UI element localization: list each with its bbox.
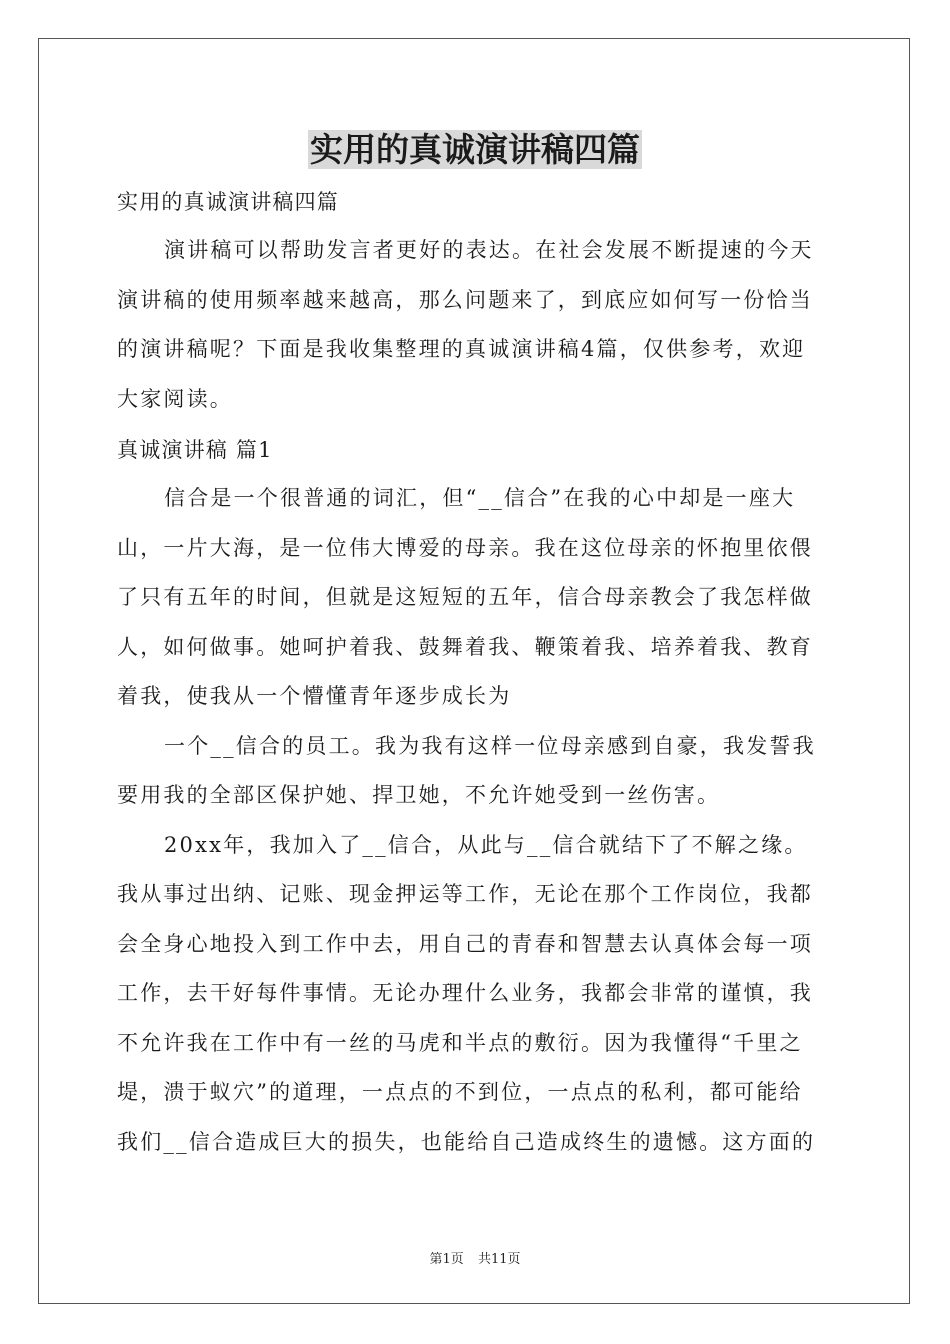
page-number: 第1页: [429, 1252, 464, 1267]
document-title: [0, 128, 950, 172]
intro-line: 演讲稿的使用频率越来越高，那么问题来了，到底应如何写一份恰当: [117, 287, 813, 312]
document-title-text: 实用的真诚演讲稿四篇: [310, 130, 640, 169]
paragraph-line: 工作，去干好每件事情。无论办理什么业务，我都会非常的谨慎，我: [117, 981, 813, 1005]
paragraph-1: [117, 474, 833, 722]
page-total: 共11页: [477, 1252, 521, 1267]
section-heading: 真诚演讲稿 篇1: [117, 438, 273, 462]
paragraph-line: 会全身心地投入到工作中去，用自己的青春和智慧去认真体会每一项: [117, 931, 813, 956]
paragraph-line: 我们__信合造成巨大的损失，也能给自己造成终生的遗憾。这方面的: [117, 1129, 816, 1154]
paragraph-line: 着我，使我从一个懵懂青年逐步成长为: [117, 684, 512, 708]
intro-line: 的演讲稿呢？下面是我收集整理的真诚演讲稿4篇，仅供参考，欢迎: [117, 337, 806, 361]
paragraph-line: 我从事过出纳、记账、现金押运等工作，无论在那个工作岗位，我都: [117, 882, 813, 906]
paragraph-line: 堤，溃于蚁穴”的道理，一点点的不到位，一点点的私利，都可能给: [117, 1080, 803, 1104]
paragraph-3: [117, 821, 833, 1168]
intro-line: 演讲稿可以帮助发言者更好的表达。在社会发展不断提速的今天: [164, 238, 814, 262]
intro-paragraph: [117, 226, 833, 424]
paragraph-line: 要用我的全部区保护她、捍卫她，不允许她受到一丝伤害。: [117, 783, 721, 807]
paragraph-line: 不允许我在工作中有一丝的马虎和半点的敷衍。因为我懂得“千里之: [117, 1030, 803, 1055]
page-footer: [0, 1248, 950, 1267]
subtitle-line: 实用的真诚演讲稿四篇: [117, 190, 339, 214]
paragraph-line: 了只有五年的时间，但就是这短短的五年，信合母亲教会了我怎样做: [117, 585, 813, 609]
paragraph-line: 信合是一个很普通的词汇，但“__信合”在我的心中却是一座大: [164, 486, 796, 510]
intro-line: 大家阅读。: [117, 386, 233, 411]
paragraph-2: [117, 722, 833, 821]
document-body: [117, 178, 833, 1167]
paragraph-line: 一个__信合的员工。我为我有这样一位母亲感到自豪，我发誓我: [164, 733, 816, 758]
paragraph-line: 人，如何做事。她呵护着我、鼓舞着我、鞭策着我、培养着我、教育: [117, 634, 813, 659]
paragraph-line: 山，一片大海，是一位伟大博爱的母亲。我在这位母亲的怀抱里依偎: [117, 535, 813, 560]
paragraph-line: 20xx年，我加入了__信合，从此与__信合就结下了不解之缘。: [164, 832, 808, 857]
